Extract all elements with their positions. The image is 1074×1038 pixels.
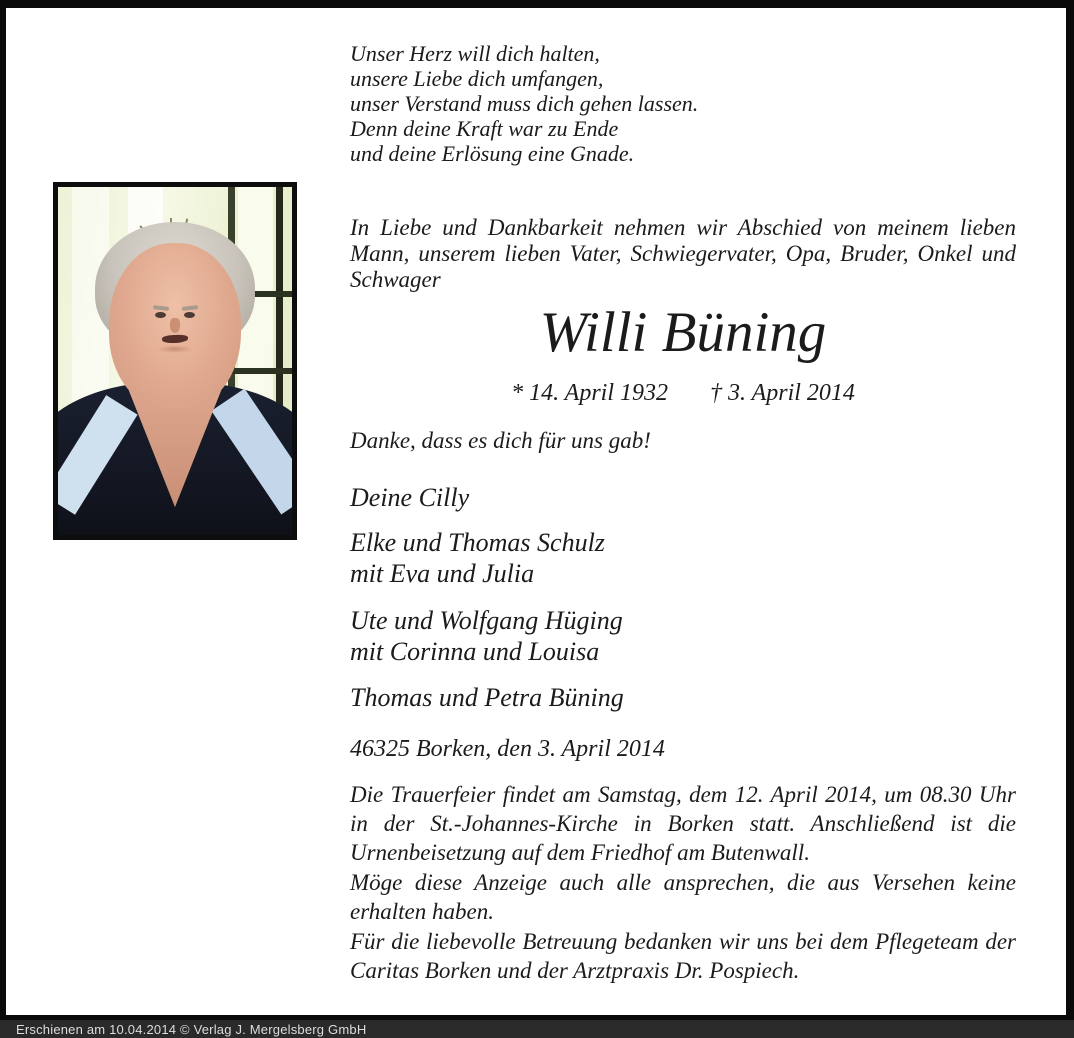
chin-shadow: [157, 345, 194, 353]
care-thanks-paragraph: Für die liebevolle Betreuung bedanken wir uns bei dem Pflegeteam der Caritas Borken und der Arztpraxis Dr. Pospiech.: [350, 929, 1016, 983]
eye: [155, 312, 165, 318]
farewell-intro: In Liebe und Dankbarkeit nehmen wir Abschied von meinem lieben Mann, unserem lieben Vater, Schwiegervater, Opa, Bruder, Onkel und Schwager: [350, 215, 1016, 292]
smiling-mouth: [162, 335, 189, 344]
mourner-names: Deine Cilly: [350, 483, 470, 512]
poem-line: unsere Liebe dich umfangen,: [350, 66, 604, 91]
place-date-line: 46325 Borken, den 3. April 2014: [350, 736, 665, 762]
deceased-name: Willi Büning: [539, 301, 827, 364]
mourner-children: mit Eva und Julia: [350, 559, 535, 588]
opening-poem: [350, 41, 698, 166]
poem-line: Unser Herz will dich halten,: [350, 41, 600, 66]
eyebrow: [181, 305, 197, 311]
portrait-photo: [53, 182, 297, 540]
window-frame-bar: [226, 368, 292, 374]
mourner-names: Thomas und Petra Büning: [350, 683, 624, 712]
mourner-children: mit Corinna und Louisa: [350, 637, 600, 666]
mourner-names: Elke und Thomas Schulz: [350, 528, 605, 557]
poem-line: und deine Erlösung eine Gnade.: [350, 141, 635, 166]
mourner-names: Ute und Wolfgang Hüging: [350, 606, 623, 635]
funeral-info-paragraph: Die Trauerfeier findet am Samstag, dem 12. April 2014, um 08.30 Uhr in der St.-Johannes-Kirche in Borken statt. Anschließend ist die Urnenbeisetzung auf dem Friedhof am Butenwall.: [350, 782, 1016, 865]
publisher-footer-text: Erschienen am 10.04.2014 © Verlag J. Mergelsberg GmbH: [16, 1021, 367, 1037]
eyebrow: [153, 305, 169, 311]
mourner-block: [350, 482, 469, 513]
mourner-block: [350, 605, 623, 667]
poem-line: unser Verstand muss dich gehen lassen.: [350, 91, 699, 116]
life-dates: [350, 380, 1016, 407]
mourner-block: [350, 682, 624, 713]
mourner-block: [350, 527, 605, 589]
face: [109, 243, 240, 410]
birth-date: * 14. April 1932: [511, 380, 668, 406]
eye: [184, 312, 194, 318]
obituary-sheet: [6, 8, 1066, 1015]
apology-paragraph: Möge diese Anzeige auch alle ansprechen, die aus Versehen keine erhalten haben.: [350, 870, 1016, 924]
publisher-footer-bar: [0, 1020, 1074, 1038]
thanks-line: Danke, dass es dich für uns gab!: [350, 428, 651, 453]
nose: [170, 318, 180, 333]
poem-line: Denn deine Kraft war zu Ende: [350, 116, 619, 141]
death-date: † 3. April 2014: [710, 380, 855, 406]
